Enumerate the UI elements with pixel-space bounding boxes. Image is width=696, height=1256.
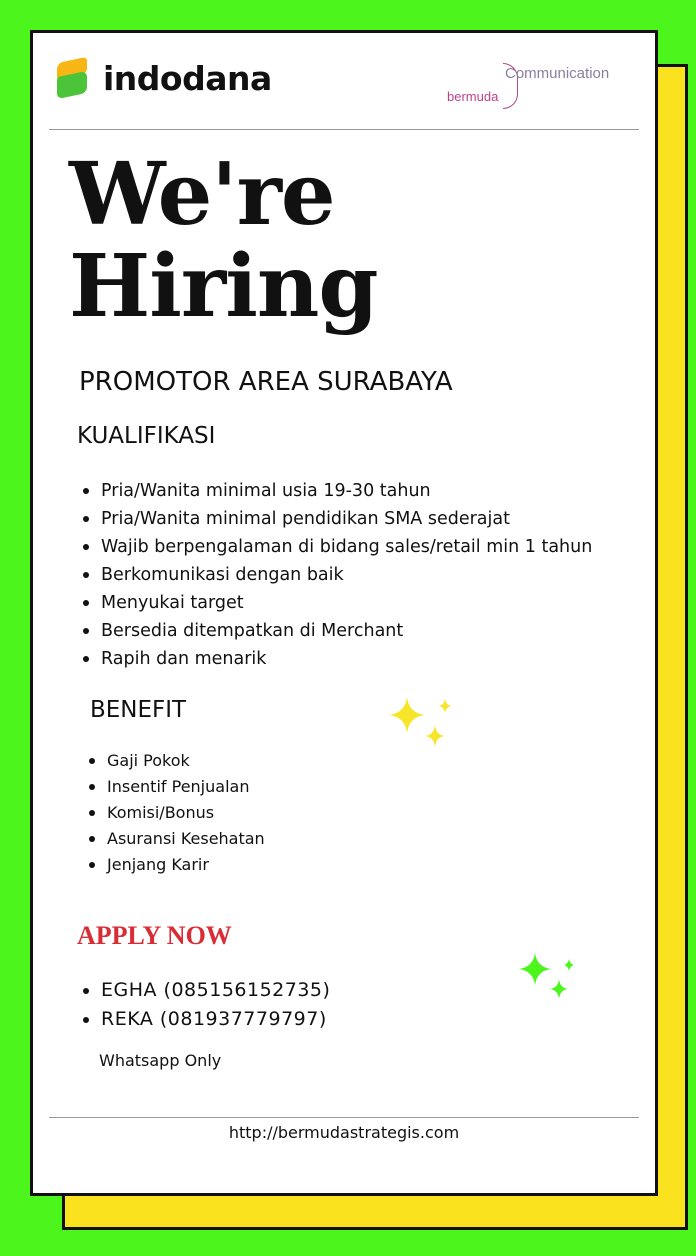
list-item: Insentif Penjualan [85, 774, 265, 800]
contact-item: EGHA (085156152735) [79, 976, 330, 1005]
logo-communication-text: Communication [505, 65, 610, 82]
top-divider [49, 129, 639, 130]
indodana-logo-icon [57, 60, 91, 98]
list-item: Menyukai target [79, 589, 592, 617]
qualifications-heading: KUALIFIKASI [77, 423, 216, 449]
contacts-list [79, 976, 330, 1034]
list-item: Rapih dan menarik [79, 645, 592, 673]
apply-now-heading: APPLY NOW [77, 921, 232, 950]
bermuda-communication-logo [439, 53, 623, 117]
list-item: Pria/Wanita minimal pendidikan SMA sederajat [79, 505, 592, 533]
position-title: PROMOTOR AREA SURABAYA [79, 367, 453, 397]
list-item: Asuransi Kesehatan [85, 826, 265, 852]
list-item: Pria/Wanita minimal usia 19-30 tahun [79, 477, 592, 505]
benefits-list [85, 748, 265, 878]
hiring-poster-card [30, 30, 658, 1196]
list-item: Berkomunikasi dengan baik [79, 561, 592, 589]
indodana-logo [57, 59, 272, 98]
logo-bermuda-text: bermuda [447, 89, 499, 104]
headline [69, 144, 378, 337]
headline-line-2: Hiring [69, 236, 378, 337]
indodana-logo-text: indodana [103, 59, 272, 98]
bottom-divider [49, 1117, 639, 1118]
list-item: Wajib berpengalaman di bidang sales/retail min 1 tahun [79, 533, 592, 561]
sparkle-icon [517, 951, 579, 1007]
list-item: Gaji Pokok [85, 748, 265, 774]
benefits-heading: BENEFIT [90, 697, 187, 723]
website-url: http://bermudastrategis.com [228, 1123, 460, 1142]
list-item: Komisi/Bonus [85, 800, 265, 826]
list-item: Bersedia ditempatkan di Merchant [79, 617, 592, 645]
contact-item: REKA (081937779797) [79, 1005, 330, 1034]
qualifications-list [79, 477, 592, 673]
sparkle-icon [385, 693, 457, 757]
whatsapp-note: Whatsapp Only [99, 1051, 222, 1070]
headline-line-1: We're [69, 144, 335, 245]
list-item: Jenjang Karir [85, 852, 265, 878]
